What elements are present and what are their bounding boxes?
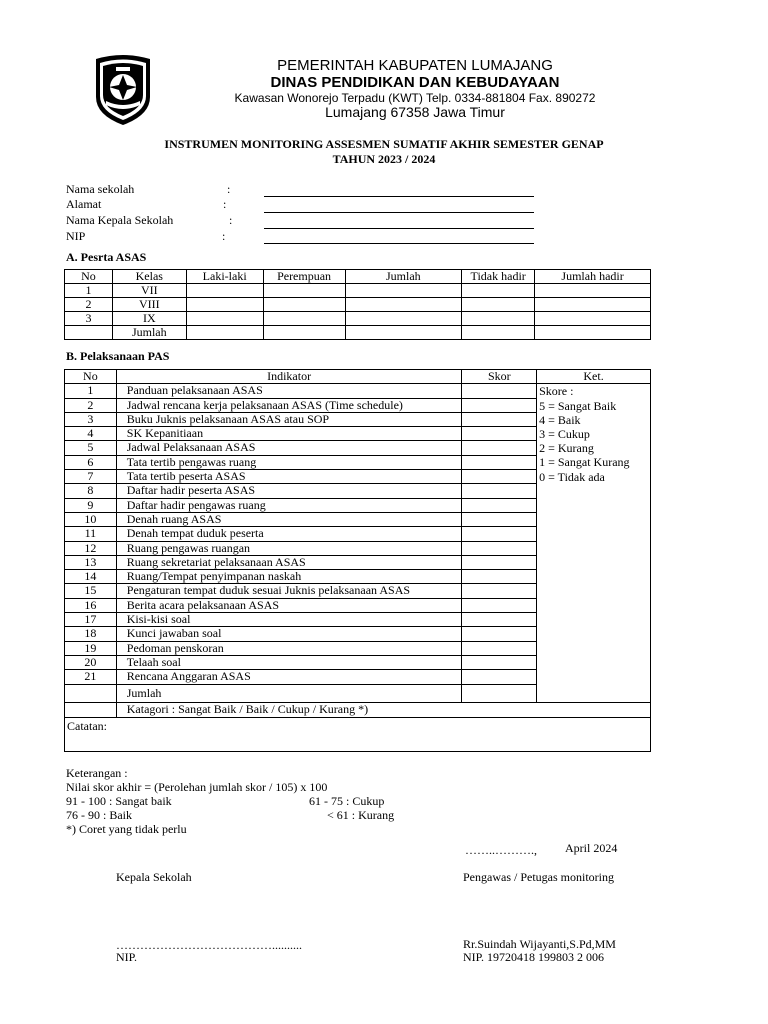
row-indicator: Daftar hadir pengawas ruang [116,498,462,512]
col-header-score: Skor [462,370,537,384]
row-indicator: Denah tempat duduk peserta [116,527,462,541]
row-no: 2 [65,298,113,312]
row-indicator: Panduan pelaksanaan ASAS [116,384,462,398]
row-no: 3 [65,312,113,326]
col-header-present: Jumlah hadir [535,270,651,284]
cell-present[interactable] [535,298,651,312]
row-indicator: SK Kepanitiaan [116,427,462,441]
score-legend-line: 0 = Tidak ada [539,469,605,484]
row-indicator: Tata tertib pengawas ruang [116,455,462,469]
score-legend-line: 4 = Baik [539,412,581,427]
row-class: VII [112,284,186,298]
score-legend-line: 5 = Sangat Baik [539,398,617,413]
notes-strike-hint: *) Coret yang tidak perlu [66,822,187,836]
row-no: 2 [65,398,117,412]
place-date-blank[interactable]: ……..………., [465,843,537,857]
cell-total[interactable] [345,284,462,298]
row-no: 13 [65,555,117,569]
row-no: 8 [65,484,117,498]
row-indicator: Pengaturan tempat duduk sesuai Juknis pelaksanaan ASAS [116,584,462,598]
row-indicator: Jadwal rencana kerja pelaksanaan ASAS (Time schedule) [116,398,462,412]
nip-field[interactable] [264,243,534,244]
cell-female[interactable] [263,298,345,312]
category-row [65,702,651,717]
notes-heading: Keterangan : [66,766,128,780]
score-legend-line: Skore : [539,384,574,399]
row-indicator: Rencana Anggaran ASAS [116,670,462,684]
grade-very-good: 91 - 100 : Sangat baik [66,794,172,808]
score-cell[interactable] [462,670,537,684]
row-indicator: Daftar hadir peserta ASAS [116,484,462,498]
col-header-total: Jumlah [345,270,462,284]
row-no: 1 [65,284,113,298]
row-indicator: Ruang/Tempat penyimpanan naskah [116,570,462,584]
row-no: 4 [65,427,117,441]
notes-block [66,766,327,794]
cell-male[interactable] [186,312,263,326]
total-label: Jumlah [116,684,462,702]
row-no [65,326,113,340]
row-no: 21 [65,670,117,684]
notes-formula: Nilai skor akhir = (Perolehan jumlah skor / 105) x 100 [66,780,328,794]
cell-male[interactable] [186,326,263,340]
score-cell[interactable] [462,555,537,569]
row-no: 17 [65,613,117,627]
header-address: Kawasan Wonorejo Terpadu (KWT) Telp. 0334-881804 Fax. 890272 [234,91,596,105]
grade-good: 76 - 90 : Baik [66,808,132,822]
col-header-note: Ket. [537,370,651,384]
cell-absent[interactable] [462,312,535,326]
row-no: 1 [65,384,117,398]
row-no: 7 [65,470,117,484]
row-indicator: Buku Juknis pelaksanaan ASAS atau SOP [116,412,462,426]
score-cell[interactable] [462,527,537,541]
school-name-field[interactable] [264,196,534,197]
row-indicator: Kisi-kisi soal [116,613,462,627]
row-no: 6 [65,455,117,469]
cell-female[interactable] [263,312,345,326]
score-cell[interactable] [462,613,537,627]
principal-title: Kepala Sekolah [116,870,192,884]
row-no: 11 [65,527,117,541]
table-header-row [65,270,651,284]
signature-date: April 2024 [565,841,618,855]
document-title: INSTRUMEN MONITORING ASSESMEN SUMATIF AKHIR SEMESTER GENAP [164,137,604,151]
document-year: TAHUN 2023 / 2024 [332,152,436,166]
category-options[interactable]: Katagori : Sangat Baik / Baik / Cukup / Kurang *) [116,702,650,717]
score-cell[interactable] [462,627,537,641]
cell-male[interactable] [186,284,263,298]
row-indicator: Tata tertib peserta ASAS [116,470,462,484]
header-city: Lumajang 67358 Jawa Timur [325,104,505,120]
grade-poor: < 61 : Kurang [327,808,395,822]
cell-present[interactable] [535,326,651,340]
row-no: 9 [65,498,117,512]
col-header-no: No [65,370,117,384]
row-indicator: Ruang pengawas ruangan [116,541,462,555]
table-header-row [65,370,651,384]
col-header-female: Perempuan [263,270,345,284]
cell-absent[interactable] [462,298,535,312]
row-class: VIII [112,298,186,312]
row-class: IX [112,312,186,326]
score-cell[interactable] [462,655,537,669]
row-no [65,684,117,702]
score-legend-line: 3 = Cukup [539,426,590,441]
cell-absent[interactable] [462,326,535,340]
section-b-title: B. Pelaksanaan PAS [66,349,170,363]
score-cell[interactable] [462,470,537,484]
cell-present[interactable] [535,284,651,298]
table-row [65,298,651,312]
row-no [65,702,117,717]
notes-row [65,717,651,751]
cell-total[interactable] [345,298,462,312]
table-row [65,284,651,298]
score-cell[interactable] [462,484,537,498]
total-score-cell[interactable] [462,684,537,702]
row-indicator: Jadwal Pelaksanaan ASAS [116,441,462,455]
row-no: 15 [65,584,117,598]
row-no: 3 [65,412,117,426]
col-header-class: Kelas [112,270,186,284]
col-header-indicator: Indikator [116,370,462,384]
identity-colon: : [223,197,227,211]
row-no: 5 [65,441,117,455]
score-cell[interactable] [462,570,537,584]
score-cell[interactable] [462,398,537,412]
score-cell[interactable] [462,455,537,469]
row-no: 14 [65,570,117,584]
identity-label-principal: Nama Kepala Sekolah [66,213,174,227]
address-field[interactable] [264,212,534,213]
participants-table [64,269,651,340]
table-row [65,312,651,326]
row-indicator: Telaah soal [116,655,462,669]
row-no: 10 [65,512,117,526]
row-indicator: Kunci jawaban soal [116,627,462,641]
col-header-no: No [65,270,113,284]
cell-total[interactable] [345,326,462,340]
lumajang-emblem-logo [92,53,154,127]
supervisor-nip: NIP. 19720418 199803 2 006 [463,950,605,964]
row-indicator: Ruang sekretariat pelaksanaan ASAS [116,555,462,569]
col-header-absent: Tidak hadir [462,270,535,284]
score-cell[interactable] [462,584,537,598]
grade-fair: 61 - 75 : Cukup [309,794,385,808]
cell-female[interactable] [263,284,345,298]
identity-label-nip: NIP [66,229,86,243]
row-indicator: Denah ruang ASAS [116,512,462,526]
score-legend [537,384,651,702]
header-government: PEMERINTAH KABUPATEN LUMAJANG [277,57,553,74]
cell-female[interactable] [263,326,345,340]
score-cell[interactable] [462,412,537,426]
supervisor-title: Pengawas / Petugas monitoring [463,870,614,884]
col-header-male: Laki-laki [186,270,263,284]
principal-name-field[interactable] [264,228,534,229]
cell-absent[interactable] [462,284,535,298]
row-no: 20 [65,655,117,669]
score-cell[interactable] [462,498,537,512]
score-legend-line: 1 = Sangat Kurang [539,455,630,470]
header-department: DINAS PENDIDIKAN DAN KEBUDAYAAN [270,74,560,91]
principal-name-blank[interactable]: ………………………………….......... [116,938,302,952]
identity-colon: : [222,229,226,243]
notes-field[interactable]: Catatan: [65,717,651,751]
implementation-table [64,369,651,752]
cell-total[interactable] [345,312,462,326]
cell-present[interactable] [535,312,651,326]
table-row-total [65,326,651,340]
section-a-title: A. Pesrta ASAS [66,250,147,264]
identity-colon: : [229,213,233,227]
row-no: 16 [65,598,117,612]
score-legend-line: 2 = Kurang [539,441,594,456]
row-indicator: Pedoman penskoran [116,641,462,655]
row-class: Jumlah [112,326,186,340]
cell-male[interactable] [186,298,263,312]
score-cell[interactable] [462,598,537,612]
table-row [65,384,651,398]
identity-label-school: Nama sekolah [66,182,135,196]
score-cell[interactable] [462,641,537,655]
score-cell[interactable] [462,384,537,398]
row-no: 19 [65,641,117,655]
row-indicator: Berita acara pelaksanaan ASAS [116,598,462,612]
score-cell[interactable] [462,427,537,441]
identity-label-address: Alamat [66,197,102,211]
score-cell[interactable] [462,441,537,455]
supervisor-name: Rr.Suindah Wijayanti,S.Pd,MM [463,937,616,951]
score-cell[interactable] [462,512,537,526]
principal-nip: NIP. [116,950,138,964]
row-no: 12 [65,541,117,555]
identity-colon: : [227,182,231,196]
row-no: 18 [65,627,117,641]
score-cell[interactable] [462,541,537,555]
